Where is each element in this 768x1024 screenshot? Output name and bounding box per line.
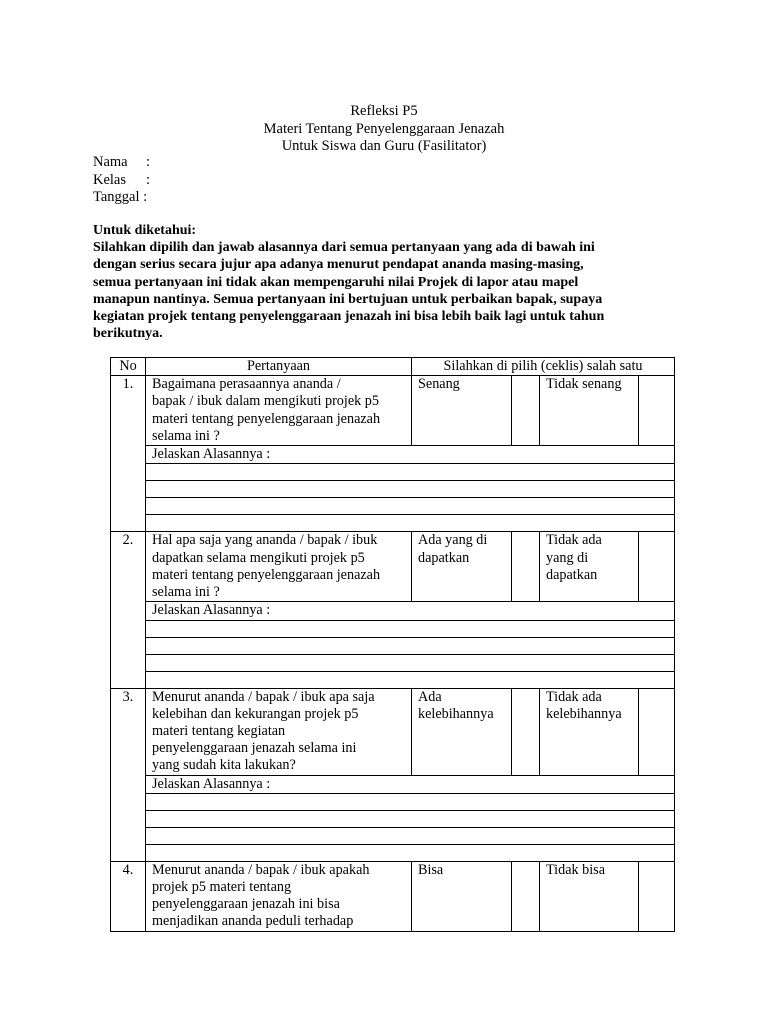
question-line: bapak / ibuk dalam mengikuti projek p5 <box>152 393 379 410</box>
date-field <box>93 189 150 207</box>
option-b-label <box>540 688 639 775</box>
notice-line: semua pertanyaan ini tidak akan mempengaruhi nilai Projek di lapor atau mapel <box>93 274 579 290</box>
reason-row <box>111 446 675 464</box>
option-b-line: dapatkan <box>546 566 598 583</box>
question-line: materi tentang penyelenggaraan jenazah <box>152 566 381 583</box>
reason-answer-line <box>111 620 675 637</box>
question-row <box>111 376 675 446</box>
option-b-checkbox[interactable] <box>639 532 675 602</box>
reason-answer-line <box>111 810 675 827</box>
question-line: Bagaimana perasaannya ananda / <box>152 376 341 393</box>
reason-row <box>111 602 675 620</box>
option-b-line: yang di <box>546 549 589 566</box>
reason-row <box>111 775 675 793</box>
option-b-line: Tidak senang <box>546 376 622 393</box>
question-number: 2. <box>111 532 146 688</box>
table-header-row <box>111 358 675 376</box>
answer-field[interactable] <box>146 498 675 515</box>
header-no: No <box>111 358 146 376</box>
question-line: materi tentang penyelenggaraan jenazah <box>152 410 381 427</box>
answer-field[interactable] <box>146 620 675 637</box>
option-b-line: Tidak ada <box>546 532 602 549</box>
option-b-checkbox[interactable] <box>639 861 675 931</box>
option-a-label <box>412 688 512 775</box>
date-separator-colon: : <box>143 189 148 205</box>
question-text <box>146 688 412 775</box>
answer-field[interactable] <box>146 827 675 844</box>
notice-line: manapun nantinya. Semua pertanyaan ini bertujuan untuk perbaikan bapak, supaya <box>93 291 603 307</box>
spacer-cell <box>146 671 675 688</box>
notice-heading: Untuk diketahui: <box>93 223 197 238</box>
question-line: selama ini ? <box>152 427 220 444</box>
class-field <box>93 172 150 190</box>
identity-fields <box>93 154 150 207</box>
spacer-cell <box>146 844 675 861</box>
answer-field[interactable] <box>146 810 675 827</box>
reason-answer-line <box>111 793 675 810</box>
option-a-label <box>412 376 512 446</box>
question-number: 3. <box>111 688 146 861</box>
reason-answer-line <box>111 637 675 654</box>
reason-answer-line <box>111 654 675 671</box>
reason-label[interactable]: Jelaskan Alasannya : <box>146 446 675 464</box>
answer-field[interactable] <box>146 654 675 671</box>
question-line: penyelenggaraan jenazah ini bisa <box>152 896 340 913</box>
option-a-line: Ada yang di <box>418 532 488 549</box>
title-line-3: Untuk Siswa dan Guru (Fasilitator) <box>281 138 487 154</box>
question-line: selama ini ? <box>152 584 220 601</box>
option-a-line: dapatkan <box>418 549 470 566</box>
question-number: 1. <box>111 376 146 532</box>
question-line: materi tentang kegiatan <box>152 723 286 740</box>
answer-field[interactable] <box>146 481 675 498</box>
spacer-row <box>111 844 675 861</box>
option-b-label <box>540 376 639 446</box>
question-line: dapatkan selama mengikuti projek p5 <box>152 549 365 566</box>
reason-answer-line <box>111 464 675 481</box>
question-text <box>146 861 412 931</box>
date-label: Tanggal <box>93 189 140 205</box>
question-row <box>111 861 675 931</box>
question-row <box>111 532 675 602</box>
spacer-cell <box>146 515 675 532</box>
title-line-2: Materi Tentang Penyelenggaraan Jenazah <box>263 120 505 137</box>
title-line-1: Refleksi P5 <box>350 103 418 119</box>
question-line: Menurut ananda / bapak / ibuk apa saja <box>152 688 375 705</box>
question-text <box>146 376 412 446</box>
option-a-checkbox[interactable] <box>512 861 540 931</box>
option-b-label <box>540 532 639 602</box>
class-label: Kelas <box>93 171 127 188</box>
option-b-line: kelebihannya <box>546 705 622 722</box>
notice-line: kegiatan projek tentang penyelenggaraan jenazah ini bisa lebih baik lagi untuk tahun <box>93 309 605 325</box>
option-a-line: Ada <box>418 688 442 705</box>
option-a-checkbox[interactable] <box>512 532 540 602</box>
option-a-checkbox[interactable] <box>512 376 540 446</box>
notice-line: dengan serius secara jujur apa adanya menurut pendapat ananda masing-masing, <box>93 257 584 273</box>
name-label: Nama <box>93 154 128 170</box>
notice-line: Silahkan dipilih dan jawab alasannya dari semua pertanyaan yang ada di bawah ini <box>93 240 595 256</box>
reason-answer-line <box>111 827 675 844</box>
question-number: 4. <box>111 861 146 931</box>
option-a-line: kelebihannya <box>418 705 494 722</box>
question-line: menjadikan ananda peduli terhadap <box>152 913 354 930</box>
question-line: penyelenggaraan jenazah selama ini <box>152 740 357 757</box>
answer-field[interactable] <box>146 464 675 481</box>
question-line: kelebihan dan kekurangan projek p5 <box>152 705 359 722</box>
option-b-checkbox[interactable] <box>639 688 675 775</box>
question-line: projek p5 materi tentang <box>152 879 292 896</box>
name-field <box>93 154 150 172</box>
option-a-line: Senang <box>418 376 460 393</box>
question-text <box>146 532 412 602</box>
notice-section <box>93 222 683 342</box>
question-row <box>111 688 675 775</box>
question-line: Menurut ananda / bapak / ibuk apakah <box>152 861 370 878</box>
document-title <box>0 103 768 156</box>
option-a-label <box>412 532 512 602</box>
reason-label[interactable]: Jelaskan Alasannya : <box>146 602 675 620</box>
name-separator: : <box>146 154 151 170</box>
spacer-row <box>111 671 675 688</box>
option-b-line: Tidak ada <box>546 688 602 705</box>
spacer-row <box>111 515 675 532</box>
reason-label[interactable]: Jelaskan Alasannya : <box>146 775 675 793</box>
option-b-line: Tidak bisa <box>546 861 605 878</box>
question-line: Hal apa saja yang ananda / bapak / ibuk <box>152 532 378 549</box>
notice-line: berikutnya. <box>93 326 163 342</box>
header-choice: Silahkan di pilih (ceklis) salah satu <box>412 358 675 376</box>
option-a-label <box>412 861 512 931</box>
header-question: Pertanyaan <box>146 358 412 376</box>
question-line: yang sudah kita lakukan? <box>152 757 296 774</box>
option-b-label <box>540 861 639 931</box>
option-a-checkbox[interactable] <box>512 688 540 775</box>
question-table <box>110 357 675 932</box>
class-separator: : <box>146 171 151 188</box>
answer-field[interactable] <box>146 793 675 810</box>
option-a-line: Bisa <box>418 861 444 878</box>
option-b-checkbox[interactable] <box>639 376 675 446</box>
reason-answer-line <box>111 498 675 515</box>
reason-answer-line <box>111 481 675 498</box>
answer-field[interactable] <box>146 637 675 654</box>
